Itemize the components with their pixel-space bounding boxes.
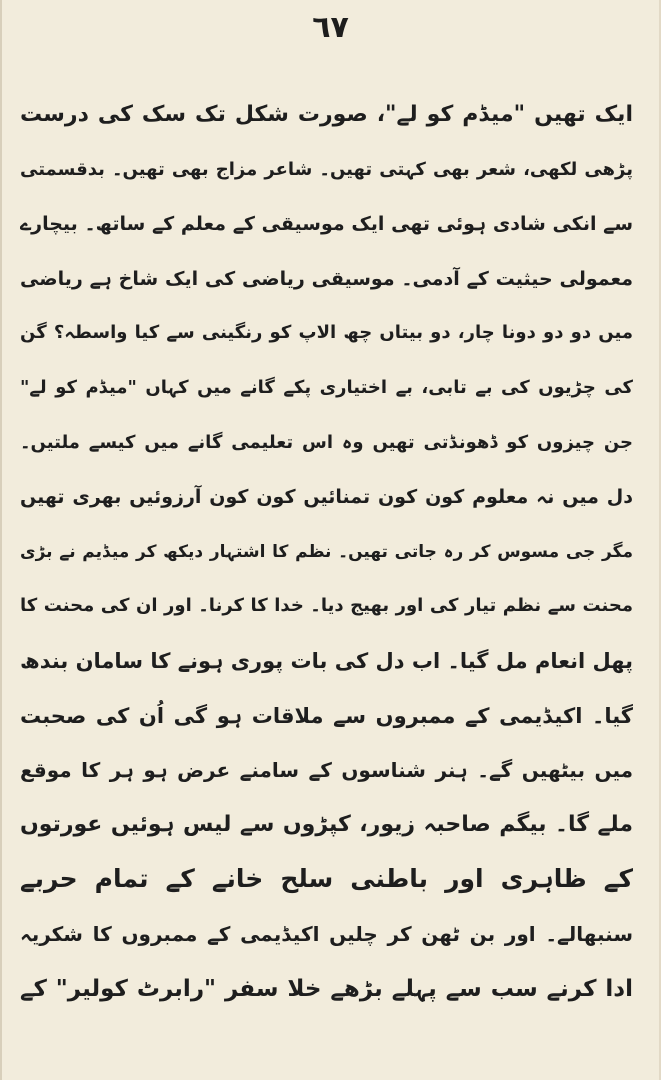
page-number: ٦٧: [312, 10, 349, 45]
text-line: سنبھالے۔ اور بن ٹھن کر چلیں اکیڈیمی کے ممبروں کا شکریہ: [20, 921, 633, 946]
text-line: جن چیزوں کو ڈھونڈتی تھیں وہ اس تعلیمی گانے میں کیسے ملتیں۔: [20, 431, 633, 453]
text-line: میں دو دو دونا چار، دو بیتاں چھ الاپ کو رنگینی سے کیا واسطہ؟ گن: [20, 322, 633, 344]
text-line: مگر جی مسوس کر رہ جاتی تھیں۔ نظم کا اشتہار دیکھ کر میڈیم نے بڑی: [20, 541, 633, 562]
text-line: سے انکی شادی ہوئی تھی ایک موسیقی کے معلم کے ساتھ۔ بیچارے: [20, 213, 633, 236]
text-line: کی چڑیوں کی بے تابی، بے اختیاری پکے گانے میں کہاں "میڈم کو لے": [20, 376, 633, 398]
text-line: کے ظاہری اور باطنی سلح خانے کے تمام حربے: [20, 864, 633, 894]
text-line: میں بیٹھیں گے۔ ہنر شناسوں کے سامنے عرض ہو ہر کا موقع: [20, 758, 633, 783]
text-line: معمولی حیثیت کے آدمی۔ موسیقی ریاضی کی ایک شاخ ہے ریاضی: [20, 267, 633, 290]
text-line: دل میں نہ معلوم کون کون تمنائیں کون کون آرزوئیں بھری تھیں: [20, 486, 633, 509]
text-line: ادا کرنے سب سے پہلے بڑھے خلا سفر "رابرٹ کولیر" کے: [20, 975, 633, 1002]
text-line: پڑھی لکھی، شعر بھی کہتی تھیں۔ شاعر مزاج بھی تھیں۔ بدقسمتی: [20, 158, 633, 180]
text-line: محنت سے نظم تیار کی اور بھیج دیا۔ خدا کا کرنا۔ اور ان کی محنت کا: [20, 595, 633, 617]
text-line: ایک تھیں "میڈم کو لے"، صورت شکل تک سک کی درست: [20, 102, 633, 127]
text-line: گیا۔ اکیڈیمی کے ممبروں سے ملاقات ہو گی اُن کی صحبت: [20, 703, 633, 728]
text-line: پھل انعام مل گیا۔ اب دل کی بات پوری ہونے کا سامان بندھ: [20, 648, 633, 673]
body-text: [20, 88, 633, 1016]
text-line: ملے گا۔ بیگم صاحبہ زیور، کپڑوں سے لیس ہوئیں عورتوں: [20, 811, 633, 837]
